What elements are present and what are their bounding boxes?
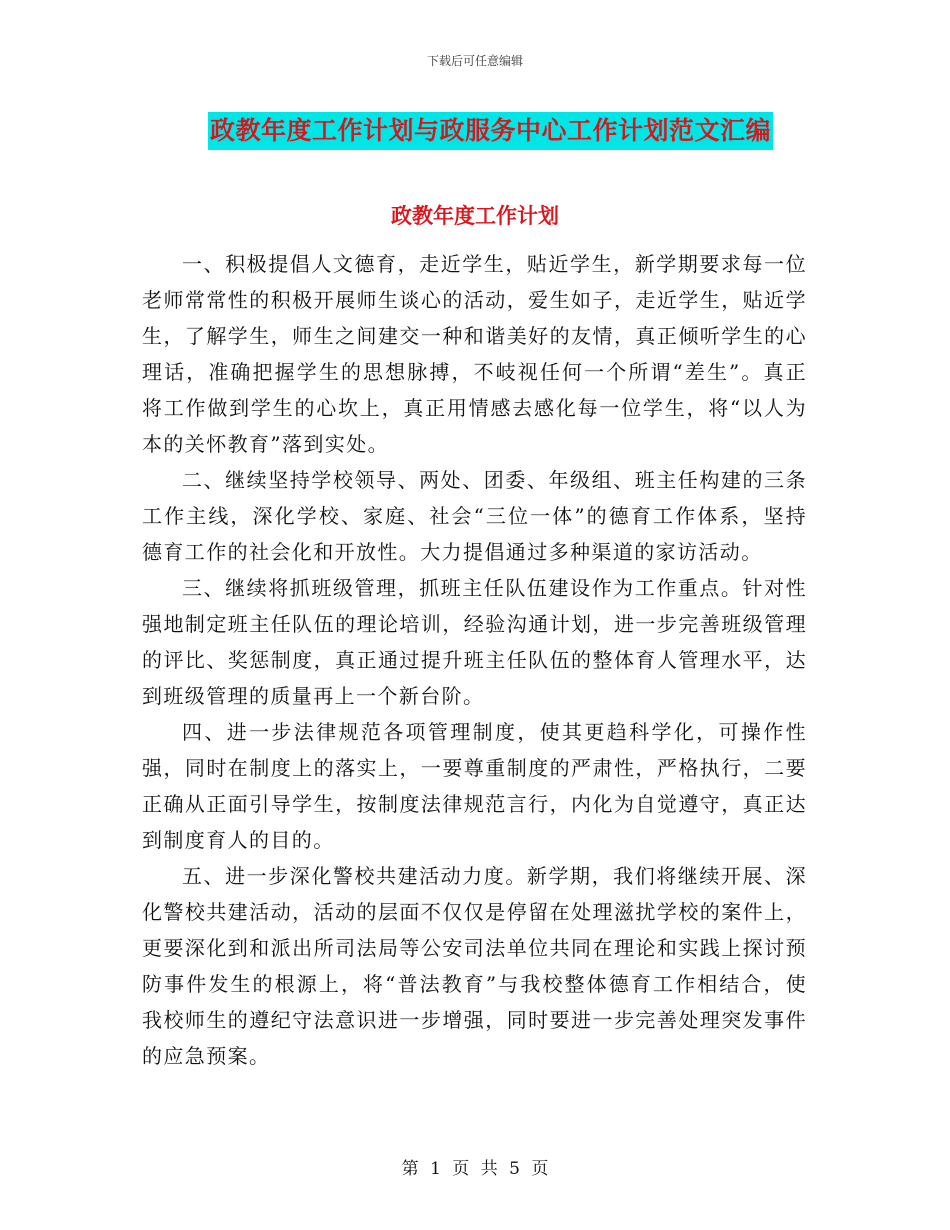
paragraph-5: 五、进一步深化警校共建活动力度。新学期，我们将继续开展、深化警校共建活动，活动的层面不仅仅是停留在处理滋扰学校的案件上，更要深化到和派出所司法局等公安司法单位共同在理论和实践上探讨预防事件发生的根源上，将“普法教育”与我校整体德育工作相结合，使我校师生的遵纪守法意识进一步增强，同时要进一步完善处理突发事件的应急预案。 xyxy=(142,864,807,1068)
section-title: 政教年度工作计划 xyxy=(391,203,559,228)
paragraph-2: 二、继续坚持学校领导、两处、团委、年级组、班主任构建的三条工作主线，深化学校、家庭、社会“三位一体”的德育工作体系，坚持德育工作的社会化和开放性。大力提倡通过多种渠道的家访活动。 xyxy=(142,468,807,564)
header-note: 下载后可任意编辑 xyxy=(426,54,523,68)
paragraph-4: 四、进一步法律规范各项管理制度，使其更趋科学化，可操作性强，同时在制度上的落实上，一要尊重制度的严肃性，严格执行，二要正确从正面引导学生，按制度法律规范言行，内化为自觉遵守，真正达到制度育人的目的。 xyxy=(142,720,807,852)
document-title: 政教年度工作计划与政服务中心工作计划范文汇编 xyxy=(208,112,773,150)
document-body xyxy=(142,246,807,1074)
paragraph-3: 三、继续将抓班级管理，抓班主任队伍建设作为工作重点。针对性强地制定班主任队伍的理论培训，经验沟通计划，进一步完善班级管理的评比、奖惩制度，真正通过提升班主任队伍的整体育人管理水平，达到班级管理的质量再上一个新台阶。 xyxy=(142,576,807,708)
paragraph-1: 一、积极提倡人文德育，走近学生，贴近学生，新学期要求每一位老师常常性的积极开展师生谈心的活动，爱生如子，走近学生，贴近学生，了解学生，师生之间建交一种和谐美好的友情，真正倾听学生的心理话，准确把握学生的思想脉搏，不岐视任何一个所谓“差生”。真正将工作做到学生的心坎上，真正用情感去感化每一位学生，将“以人为本的关怀教育”落到实处。 xyxy=(142,252,807,456)
page-footer: 第 1 页 共 5 页 xyxy=(401,1159,549,1179)
